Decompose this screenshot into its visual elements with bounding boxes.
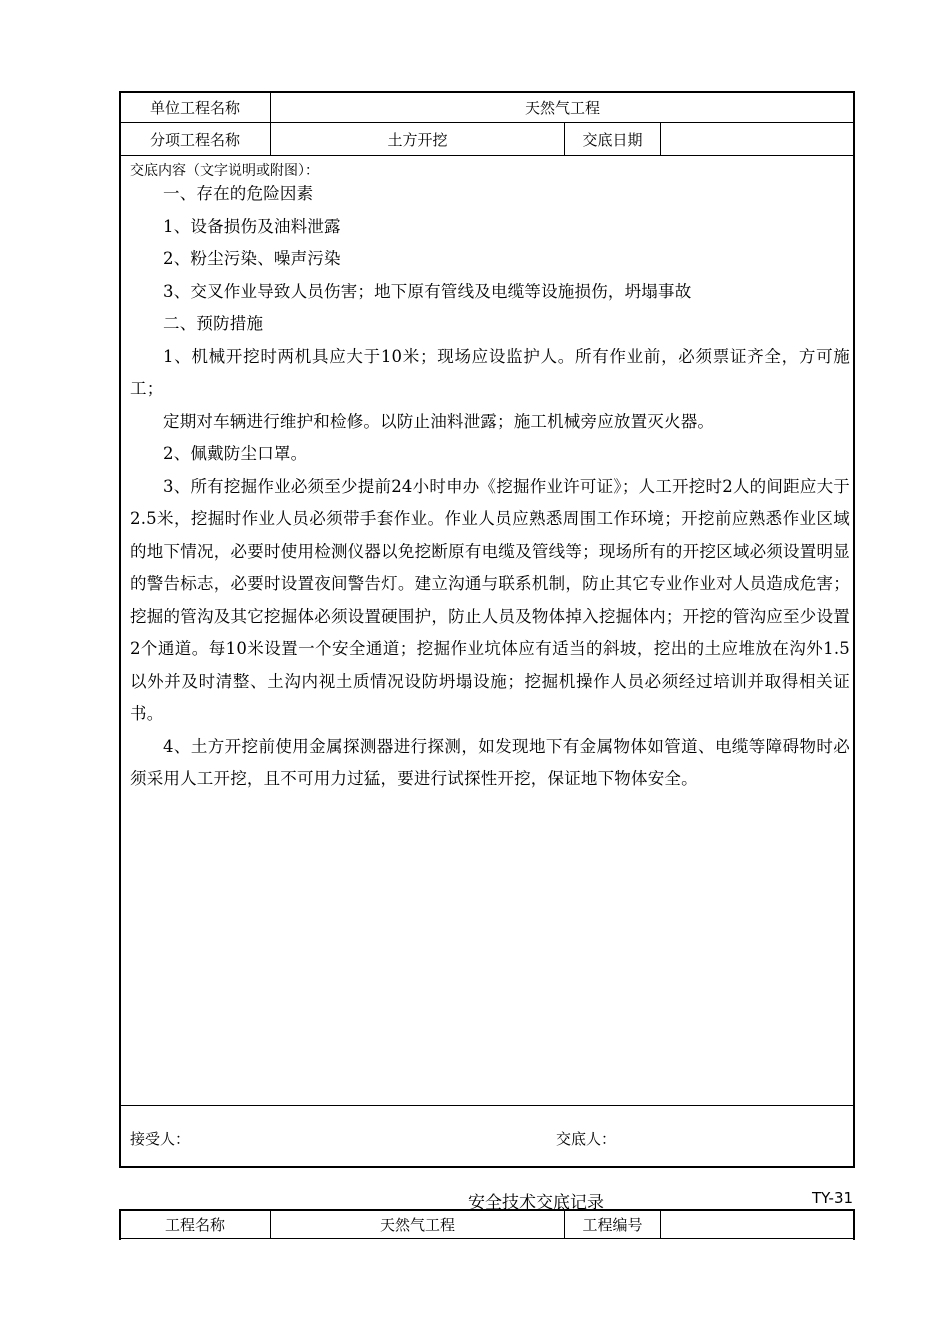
next-number-label: 工程编号 (582, 1215, 643, 1234)
content-paragraph: 2、粉尘污染、噪声污染 (163, 249, 341, 268)
next-project-value: 天然气工程 (379, 1215, 455, 1234)
sub-project-value: 土方开挖 (387, 130, 448, 149)
content-body (130, 178, 850, 796)
unit-project-label: 单位工程名称 (149, 98, 240, 117)
unit-project-value: 天然气工程 (524, 98, 600, 117)
content-paragraph: 一、存在的危险因素 (163, 184, 314, 203)
disclosure-date-label: 交底日期 (582, 130, 643, 149)
content-paragraph: 4、土方开挖前使用金属探测器进行探测，如发现地下有金属物体如管道、电缆等障碍物时必须采用人工开挖，且不可用力过猛，要进行试探性开挖，保证地下物体安全。 (130, 736, 850, 788)
row-divider-2 (120, 155, 854, 156)
sub-project-label: 分项工程名称 (149, 130, 240, 149)
content-paragraph: 3、交叉作业导致人员伤害；地下原有管线及电缆等设施损伤，坍塌事故 (163, 281, 692, 301)
row-divider-3 (120, 1105, 854, 1106)
content-paragraph: 二、预防措施 (163, 314, 264, 333)
next-form-bottom-rule (119, 1238, 855, 1239)
receiver-label: 接受人： (130, 1130, 191, 1148)
next-form-title: 安全技术交底记录 (468, 1193, 604, 1213)
next-project-label: 工程名称 (164, 1215, 225, 1234)
content-label: 交底内容（文字说明或附图）： (130, 163, 319, 179)
content-paragraph: 定期对车辆进行维护和检修。以防止油料泄露；施工机械旁应放置灭火器。 (163, 411, 715, 431)
next-form-code: TY-31 (812, 1189, 854, 1207)
content-paragraph: 1、机械开挖时两机具应大于10米；现场应设监护人。所有作业前，必须票证齐全，方可施工； (130, 346, 850, 398)
content-paragraph: 3、所有挖掘作业必须至少提前24小时申办《挖掘作业许可证》；人工开挖时2人的间距应大于2.5米，挖掘时作业人员必须带手套作业。作业人员应熟悉周围工作环境；开挖前应熟悉作业区域的地下情况，必要时使用检测仪器以免挖断原有电缆及管线等；现场所有的开挖区域必须设置明显的警告标志，必要时设置夜间警告灯。建立沟通与联系机制，防止其它专业作业对人员造成危害；挖掘的管沟及其它挖掘体必须设置硬围护，防止人员及物体掉入挖掘体内；开挖的管沟应至少设置2个通道。每10米设置一个安全通道；挖掘作业坑体应有适当的斜坡，挖出的土应堆放在沟外1.5以外并及时清整、土沟内视土质情况设防坍塌设施；挖掘机操作人员必须经过培训并取得相关证书。 (130, 476, 850, 723)
content-paragraph: 2、佩戴防尘口罩。 (163, 444, 308, 463)
discloser-label: 交底人： (556, 1130, 617, 1148)
content-paragraph: 1、设备损伤及油料泄露 (163, 216, 341, 236)
next-number-value (661, 1210, 854, 1238)
disclosure-date-value (661, 123, 854, 155)
